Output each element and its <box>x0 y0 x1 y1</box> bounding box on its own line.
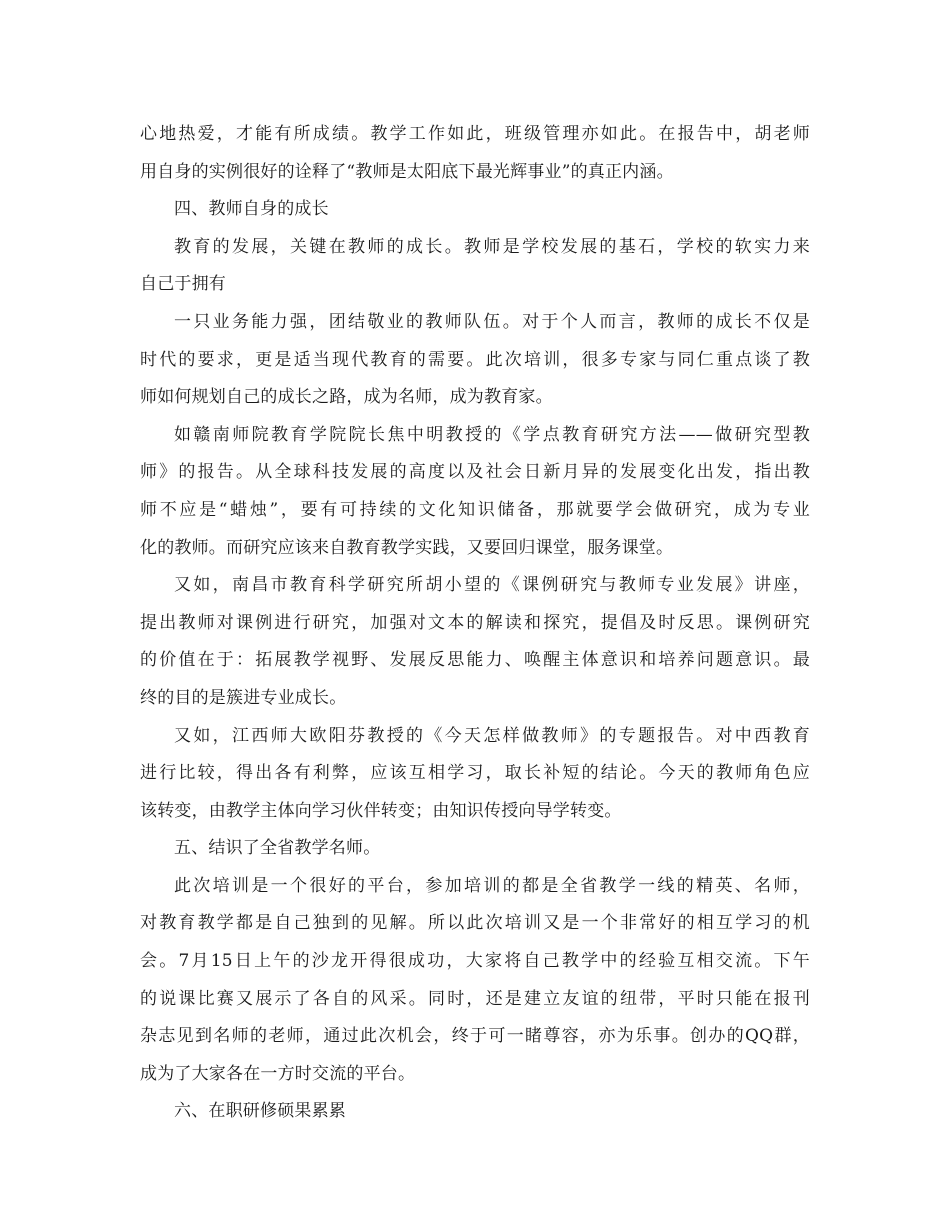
paragraph-first-line: 又如，南昌市教育科学研究所胡小望的《课例研究与教师专业发展》讲座， <box>174 575 810 596</box>
paragraph-line: 师如何规划自己的成长之路，成为名师，成为教育家。 <box>140 387 553 408</box>
paragraph-line: 终的目的是簇进专业成长。 <box>140 687 347 708</box>
paragraph-line: 成为了大家各在一方时交流的平台。 <box>140 1063 416 1084</box>
paragraph-line: 用自身的实例很好的诠释了“教师是太阳底下最光辉事业”的真正内涵。 <box>140 161 674 182</box>
document-body <box>140 116 810 1131</box>
paragraph-line: 进行比较，得出各有利弊，应该互相学习，取长补短的结论。今天的教师角色应 <box>140 763 810 784</box>
paragraph-line: 该转变，由教学主体向学习伙伴转变；由知识传授向导学转变。 <box>140 800 622 821</box>
paragraph-first-line: 教育的发展，关键在教师的成长。教师是学校发展的基石，学校的软实力来 <box>174 236 810 257</box>
paragraph-line: 的说课比赛又展示了各自的风采。同时，还是建立友谊的纽带，平时只能在报刊 <box>140 988 810 1009</box>
paragraph-line: 化的教师。而研究应该来自教育教学实践，又要回归课堂，服务课堂。 <box>140 537 674 558</box>
paragraph-line: 会。7月15日上午的沙龙开得很成功，大家将自己教学中的经验互相交流。下午 <box>140 951 810 972</box>
paragraph-line: 师》的报告。从全球科技发展的高度以及社会日新月异的发展变化出发，指出教 <box>140 462 810 483</box>
paragraph-first-line: 又如，江西师大欧阳芬教授的《今天怎样做教师》的专题报告。对中西教育 <box>174 725 810 746</box>
paragraph-line: 时代的要求，更是适当现代教育的需要。此次培训，很多专家与同仁重点谈了教 <box>140 349 810 370</box>
paragraph-line: 对教育教学都是自己独到的见解。所以此次培训又是一个非常好的相互学习的机 <box>140 913 810 934</box>
paragraph-first-line: 四、教师自身的成长 <box>174 199 329 220</box>
paragraph-first-line: 此次培训是一个很好的平台，参加培训的都是全省教学一线的精英、名师， <box>174 875 810 896</box>
paragraph-line: 提出教师对课例进行研究，加强对文本的解读和探究，提倡及时反思。课例研究 <box>140 612 810 633</box>
paragraph-line: 师不应是“蜡烛”，要有可持续的文化知识储备，那就要学会做研究，成为专业 <box>140 499 810 520</box>
paragraph-first-line: 一只业务能力强，团结敬业的教师队伍。对于个人而言，教师的成长不仅是 <box>174 311 810 332</box>
paragraph-line: 杂志见到名师的老师，通过此次机会，终于可一睹尊容，亦为乐事。创办的QQ群， <box>140 1026 810 1047</box>
paragraph-first-line: 六、在职研修硕果累累 <box>174 1101 346 1122</box>
paragraph-line: 的价值在于：拓展教学视野、发展反思能力、唤醒主体意识和培养问题意识。最 <box>140 650 810 671</box>
paragraph-line: 自己于拥有 <box>140 274 226 295</box>
paragraph-first-line: 如赣南师院教育学院院长焦中明教授的《学点教育研究方法——做研究型教 <box>174 424 810 445</box>
paragraph-first-line: 五、结识了全省教学名师。 <box>174 838 381 859</box>
paragraph-line: 心地热爱，才能有所成绩。教学工作如此，班级管理亦如此。在报告中，胡老师 <box>140 124 810 144</box>
